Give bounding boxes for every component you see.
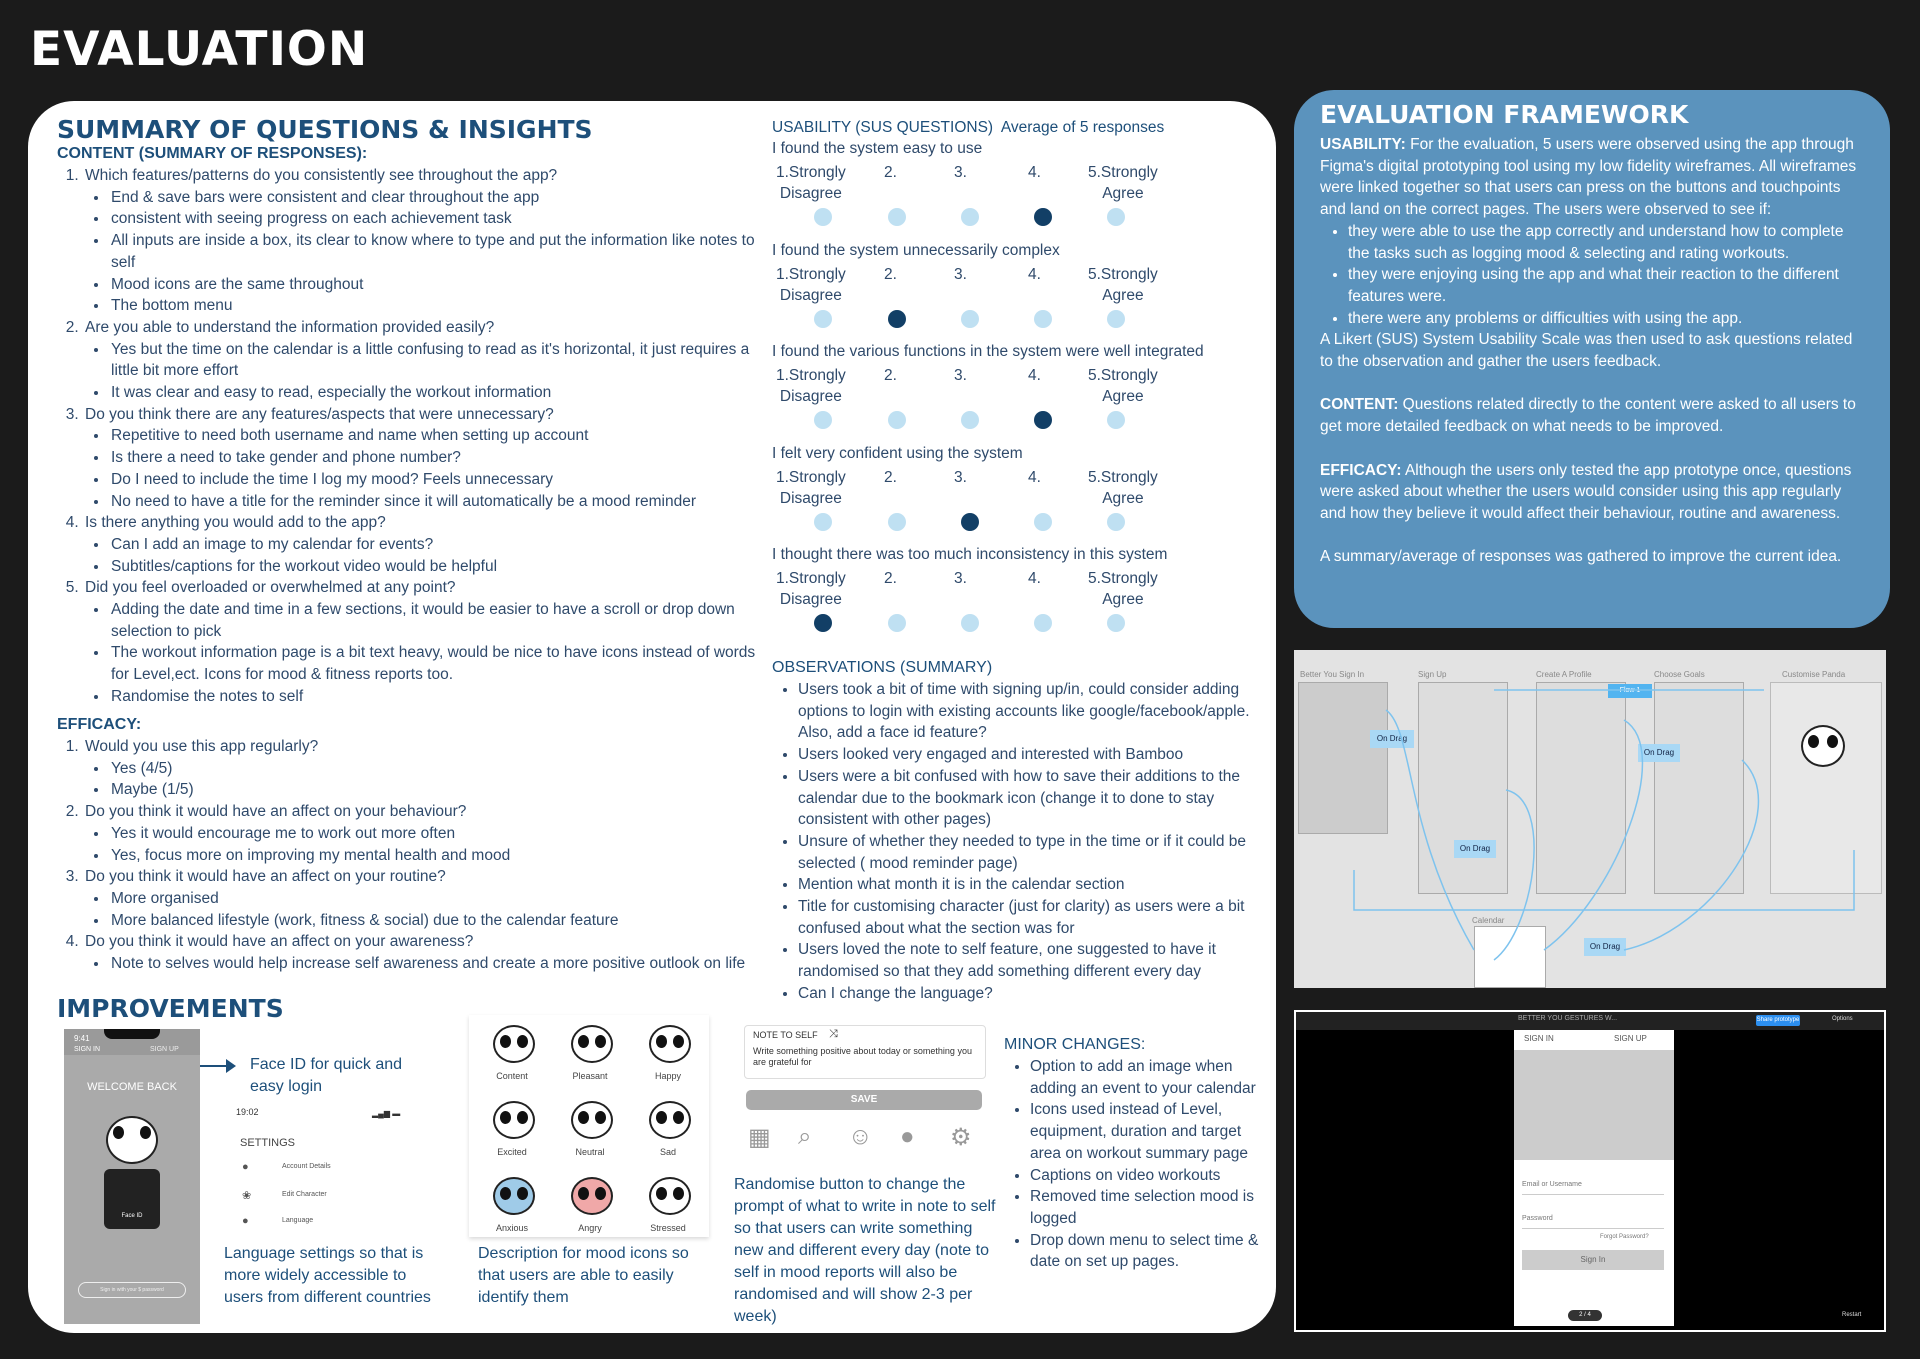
signal-icon: ▂▄▆ ▬	[372, 1109, 401, 1118]
answer-item: • Yes (4/5)	[109, 758, 757, 780]
answer-item: • Subtitles/captions for the workout video would be helpful	[109, 556, 757, 578]
likert-radio[interactable]	[961, 614, 979, 632]
question-text: Would you use this app regularly?	[85, 738, 319, 755]
mood-stressed-icon[interactable]	[635, 1171, 701, 1231]
mood-label: Anxious	[495, 1223, 529, 1233]
likert-radio[interactable]	[888, 513, 906, 531]
likert-radio[interactable]	[961, 411, 979, 429]
usability-subtitle: Average of 5 responses	[1000, 119, 1165, 136]
flow-connectors	[1294, 650, 1886, 988]
efficacy-label: EFFICACY:	[57, 716, 142, 733]
likert-radio[interactable]	[1107, 614, 1125, 632]
frame-label-goals: Choose Goals	[1654, 670, 1705, 679]
observations-title: OBSERVATIONS (SUMMARY)	[772, 659, 993, 676]
observation-item: • Title for customising character (just for clarity) as users were a bit confused about what the section was for	[798, 896, 1283, 939]
answer-item: • End & save bars were consistent and clear throughout the app	[109, 187, 757, 209]
scale-label: 4.	[1028, 164, 1041, 181]
mood-label: Stressed	[650, 1223, 686, 1233]
likert-radio[interactable]	[1034, 208, 1052, 226]
minor-change-item: • Icons used instead of Level, equipment, duration and target area on workout summary page	[1030, 1099, 1270, 1164]
sus-questions	[772, 140, 1272, 660]
answer-item: • The bottom menu	[109, 295, 757, 317]
scale-label: 2.	[884, 265, 897, 283]
answer-item: • Adding the date and time in a few sections, it would be easier to have a scroll or drop down selection to pick	[109, 599, 757, 642]
phone-time: 9:41	[74, 1034, 90, 1043]
scale-label: 4.	[1028, 468, 1041, 486]
likert-radio[interactable]	[961, 310, 979, 328]
likert-radio[interactable]	[1034, 513, 1052, 531]
note-prompt[interactable]: Write something positive about today or something you are grateful for	[753, 1046, 972, 1067]
answer-item: • Randomise the notes to self	[109, 686, 757, 708]
likert-radio[interactable]	[814, 614, 832, 632]
answer-item: • No need to have a title for the reminder since it will automatically be a mood reminder	[109, 491, 757, 513]
question-text: Did you feel overloaded or overwhelmed at any point?	[85, 579, 456, 597]
question-item	[83, 577, 757, 707]
sus-question-text: I found the various functions in the system were well integrated	[772, 343, 1204, 360]
answer-item: • Note to selves would help increase self awareness and create a more positive outlook on life	[109, 953, 757, 975]
paw-icon: ❀	[242, 1190, 252, 1202]
calendar-icon[interactable]: ▦	[748, 1124, 771, 1151]
observation-item: • Users took a bit of time with signing up/in, could consider adding options to login with existing accounts like google/facebook/apple. Also, add a face id feature?	[798, 679, 1283, 744]
fw-efficacy-text: Although the users only tested the app prototype once, questions were asked about whether the users would consider using this app regularly and how they believe it would affect their behaviour, routine and awareness.	[1320, 461, 1852, 522]
scale-label: 5.Strongly Agree	[1088, 367, 1158, 405]
mood-label: Sad	[659, 1147, 676, 1157]
page-title: EVALUATION	[30, 22, 369, 77]
content-list	[57, 165, 757, 708]
likert-radio[interactable]	[1034, 310, 1052, 328]
efficacy-list	[57, 736, 757, 975]
usability-title: USABILITY (SUS QUESTIONS)	[772, 119, 994, 136]
scale-label: 5.Strongly Agree	[1088, 468, 1158, 507]
observation-item: • Users were a bit confused with how to save their additions to the calendar due to the bookmark icon (change it to done to stay consistent with other pages)	[798, 766, 1283, 831]
likert-radio[interactable]	[961, 513, 979, 531]
likert-radio[interactable]	[961, 208, 979, 226]
figma-tab-signin[interactable]: SIGN IN	[1524, 1034, 1554, 1043]
scale-label: 1.Strongly Disagree	[776, 570, 846, 608]
sus-question	[772, 242, 1252, 332]
likert-radio[interactable]	[888, 614, 906, 632]
minor-change-item: • Removed time selection mood is logged	[1030, 1186, 1270, 1229]
figma-forgot-link[interactable]: Forgot Password?	[1600, 1234, 1649, 1240]
observation-item: • Unsure of whether they needed to type in the time or if it could be selected ( mood reminder page)	[798, 831, 1283, 874]
scale-label: 5.Strongly Agree	[1088, 265, 1158, 304]
chat-icon: ●	[242, 1215, 249, 1227]
mood-label: Pleasant	[572, 1071, 608, 1081]
question-item	[83, 736, 757, 801]
sus-question-text: I found the system easy to use	[772, 140, 983, 157]
answer-item: • Mood icons are the same throughout	[109, 274, 757, 296]
likert-radio[interactable]	[1107, 208, 1125, 226]
mood-label: Content	[496, 1071, 528, 1081]
mood-anxious-icon[interactable]	[479, 1171, 545, 1231]
randomise-caption: Randomise button to change the prompt of what to write in note to self so that users can write something new and different every day (note to self in mood reports will also be randomised and will show 2-3 per week)	[734, 1176, 996, 1325]
question-item	[83, 512, 757, 577]
arrow-head-icon	[226, 1059, 236, 1073]
faceid-phone-mockup	[64, 1029, 200, 1324]
framework-body	[1320, 134, 1864, 568]
sus-question	[772, 445, 1252, 535]
scale-label: 5.Strongly Agree	[1088, 570, 1158, 608]
answer-item: • The workout information page is a bit text heavy, would be nice to have icons instead of words for Level,ect. Icons for mood & fitness reports too.	[109, 642, 757, 685]
scale-label: 1.Strongly Disagree	[776, 164, 846, 202]
question-item	[83, 404, 757, 513]
framework-card	[1294, 90, 1890, 628]
answer-item: • All inputs are inside a box, its clear to know where to type and put the information like notes to self	[109, 230, 757, 273]
search-icon[interactable]: ⌕	[798, 1123, 812, 1150]
likert-radio[interactable]	[888, 411, 906, 429]
answer-item: • Repetitive to need both username and name when setting up account	[109, 425, 757, 447]
scale-label: 2.	[884, 164, 897, 181]
scale-label: 3.	[954, 468, 967, 486]
figma-file-title: BETTER YOU GESTURES W...	[1518, 1015, 1618, 1022]
framework-bullet: • there were any problems or difficulties with using the app.	[1348, 308, 1864, 330]
answer-item: • Do I need to include the time I log my mood? Feels unnecessary	[109, 469, 757, 491]
settings-item-character[interactable]: Edit Character	[282, 1191, 327, 1198]
mood-label: Excited	[497, 1147, 527, 1157]
answer-item: • Is there a need to take gender and phone number?	[109, 447, 757, 469]
mood-sad-icon[interactable]	[635, 1095, 701, 1155]
answer-item: • Yes, focus more on improving my mental health and mood	[109, 845, 757, 867]
question-item	[83, 801, 757, 866]
bottom-menu	[740, 1123, 990, 1151]
scale-label: 1.Strongly Disagree	[776, 468, 846, 507]
figma-toolbar	[1296, 1012, 1884, 1030]
question-item	[83, 165, 757, 317]
on-drag-label-3: On Drag	[1638, 744, 1680, 762]
frame-label-signin: Better You Sign In	[1300, 670, 1365, 679]
language-caption: Language settings so that is more widely accessible to users from different countries	[224, 1245, 431, 1306]
question-item	[83, 866, 757, 931]
likert-radio[interactable]	[1034, 411, 1052, 429]
scale-label: 2.	[884, 468, 897, 486]
observation-item: • Users loved the note to self feature, one suggested to have it randomised so that they add something different every day	[798, 939, 1283, 982]
profile-icon[interactable]: ●	[900, 1123, 915, 1150]
likert-radio[interactable]	[814, 208, 832, 226]
prototype-flow-screenshot	[1294, 650, 1886, 988]
sus-question	[772, 343, 1252, 433]
likert-radio[interactable]	[814, 513, 832, 531]
minor-change-item: • Drop down menu to select time & date on set up pages.	[1030, 1230, 1270, 1273]
fw-efficacy-label: EFFICACY:	[1320, 461, 1402, 479]
figma-tab-signup[interactable]: SIGN UP	[1614, 1034, 1647, 1043]
minor-title: MINOR CHANGES:	[1004, 1036, 1146, 1053]
efficacy-questions	[57, 736, 757, 975]
content-label: CONTENT (SUMMARY OF RESPONSES):	[57, 145, 368, 162]
summary-card	[28, 101, 1276, 1333]
framework-title: EVALUATION FRAMEWORK	[1320, 100, 1689, 129]
mood-label: Neutral	[575, 1147, 605, 1157]
scale-label: 2.	[884, 367, 897, 384]
scale-label: 2.	[884, 570, 897, 587]
scale-label: 4.	[1028, 367, 1041, 384]
question-text: Do you think it would have an affect on your routine?	[85, 868, 446, 886]
answer-item: • Maybe (1/5)	[109, 779, 757, 801]
content-questions	[57, 165, 757, 708]
scale-label: 3.	[954, 265, 967, 283]
frame-label-customise: Customise Panda	[1782, 670, 1846, 679]
faceid-label: Face ID	[121, 1213, 143, 1219]
mood-icons-grid	[469, 1015, 709, 1237]
answer-item: • Yes it would encourage me to work out more often	[109, 823, 757, 845]
figma-password-input[interactable]: Password	[1522, 1210, 1664, 1229]
settings-item-account[interactable]: Account Details	[282, 1163, 331, 1170]
answer-item: • consistent with seeing progress on each achievement task	[109, 208, 757, 230]
improvements-title: IMPROVEMENTS	[57, 994, 284, 1023]
gear-icon[interactable]: ⚙	[950, 1124, 972, 1151]
phone-welcome: WELCOME BACK	[87, 1081, 177, 1093]
phone-tab-signup[interactable]: SIGN UP	[150, 1046, 179, 1053]
note-label: NOTE TO SELF	[753, 1030, 818, 1040]
frame-label-signup: Sign Up	[1418, 670, 1447, 679]
sus-question	[772, 140, 1252, 230]
fw-summary-text: A summary/average of responses was gathered to improve the current idea.	[1320, 548, 1842, 566]
scale-label: 3.	[954, 570, 967, 587]
observations-list	[772, 679, 1283, 1005]
settings-title: SETTINGS	[240, 1137, 296, 1149]
likert-radio[interactable]	[1107, 411, 1125, 429]
fw-usability-label: USABILITY:	[1320, 136, 1406, 153]
mood-happy-icon[interactable]	[635, 1019, 701, 1079]
likert-radio[interactable]	[1107, 310, 1125, 328]
mood-label: Happy	[654, 1071, 681, 1081]
figma-signin-button[interactable]: Sign In	[1522, 1250, 1664, 1270]
mood-content-icon[interactable]	[479, 1019, 545, 1079]
scale-label: 5.Strongly Agree	[1088, 164, 1158, 202]
question-text: Do you think it would have an affect on your behaviour?	[85, 803, 467, 821]
share-prototype-button[interactable]: Share prototype	[1756, 1015, 1800, 1026]
mood-angry-icon[interactable]	[557, 1171, 623, 1231]
likert-radio[interactable]	[888, 208, 906, 226]
on-drag-label-1: On Drag	[1370, 730, 1414, 748]
sus-question	[772, 546, 1252, 636]
likert-radio[interactable]	[1107, 513, 1125, 531]
on-drag-label-4: On Drag	[1584, 938, 1626, 956]
settings-item-language[interactable]: Language	[282, 1217, 314, 1224]
observation-item: • Users looked very engaged and interested with Bamboo	[798, 744, 1283, 766]
fw-likert-text: A Likert (SUS) System Usability Scale was then used to ask questions related to the observation and gather the users feedback.	[1320, 331, 1853, 371]
usability-heading	[772, 119, 1164, 137]
mood-label: Angry	[578, 1223, 602, 1233]
faceid-icon	[104, 1169, 160, 1229]
flow-badge[interactable]: Flow 1	[1608, 684, 1652, 698]
answer-item: • More organised	[109, 888, 757, 910]
answer-item: • Yes but the time on the calendar is a little confusing to read as it's horizontal, it just requires a little bit more effort	[109, 339, 757, 382]
mood-neutral-icon[interactable]	[557, 1095, 623, 1155]
likert-radio[interactable]	[888, 310, 906, 328]
shuffle-icon[interactable]: ⤨	[829, 1028, 838, 1040]
answer-item: • It was clear and easy to read, especially the workout information	[109, 382, 757, 404]
frame-label-profile: Create A Profile	[1536, 670, 1592, 679]
mood-pleasant-icon[interactable]	[557, 1019, 623, 1079]
answer-item: • Can I add an image to my calendar for events?	[109, 534, 757, 556]
phone-tab-signin[interactable]: SIGN IN	[74, 1046, 101, 1053]
on-drag-label-2: On Drag	[1454, 840, 1496, 858]
person-icon: ●	[242, 1161, 249, 1173]
sus-question-text: I found the system unnecessarily complex	[772, 241, 1060, 259]
figma-pager[interactable]: 2 / 4	[1568, 1310, 1602, 1321]
sus-question-text: I felt very confident using the system	[772, 444, 1023, 462]
note-to-self-card	[744, 1025, 986, 1079]
scale-label: 1.Strongly Disagree	[776, 265, 846, 304]
minor-changes-list	[1004, 1056, 1270, 1273]
settings-mockup	[236, 1107, 406, 1237]
scale-label: 3.	[954, 367, 967, 384]
figma-restart[interactable]: Restart	[1842, 1312, 1862, 1318]
options-menu[interactable]: Options	[1832, 1016, 1853, 1022]
minor-change-item: • Captions on video workouts	[1030, 1165, 1270, 1187]
faceid-caption: Face ID for quick and easy login	[250, 1056, 403, 1095]
observation-item: • Mention what month it is in the calendar section	[798, 874, 1283, 896]
phone-signin-button[interactable]: Sign in with your $ password	[78, 1282, 186, 1298]
question-text: Are you able to understand the information provided easily?	[85, 318, 495, 336]
scale-label: 4.	[1028, 265, 1041, 283]
scale-label: 4.	[1028, 570, 1041, 587]
image-placeholder-icon	[1514, 1050, 1674, 1160]
fw-content-label: CONTENT:	[1320, 396, 1399, 414]
likert-radio[interactable]	[1034, 614, 1052, 632]
observation-item: • Can I change the language?	[798, 983, 1283, 1005]
framework-bullet: • they were able to use the app correctly and understand how to complete the tasks such as logging mood & selecting and rating workouts.	[1348, 221, 1864, 264]
question-item	[83, 317, 757, 404]
minor-change-item: • Option to add an image when adding an event to your calendar	[1030, 1056, 1270, 1099]
summary-title: SUMMARY OF QUESTIONS & INSIGHTS	[57, 115, 593, 144]
fw-usability-text: For the evaluation, 5 users were observed using the app through Figma's digital prototyping tool using my low fidelity wireframes. All wireframes were linked together so that users can press on the buttons and touchpoints and land on the correct pages. The users were observed to see if:	[1320, 136, 1857, 219]
question-item	[83, 931, 757, 974]
mood-caption: Description for mood icons so that users are able to easily identify them	[478, 1245, 689, 1306]
figma-email-input[interactable]: Email or Username	[1522, 1176, 1664, 1195]
question-text: Do you think there are any features/aspects that were unnecessary?	[85, 405, 554, 423]
fw-content-text: Questions related directly to the content were asked to all users to get more detailed feedback on what needs to be improved.	[1320, 396, 1856, 436]
likert-radio[interactable]	[814, 411, 832, 429]
scale-label: 1.Strongly Disagree	[776, 367, 846, 405]
save-button[interactable]: SAVE	[746, 1090, 982, 1110]
panda-icon	[102, 1114, 162, 1168]
scale-label: 3.	[954, 164, 967, 181]
sus-question-text: I thought there was too much inconsistency in this system	[772, 546, 1168, 563]
question-text: Do you think it would have an affect on your awareness?	[85, 933, 474, 951]
frame-label-calendar: Calendar	[1472, 916, 1505, 925]
fw-bullets	[1320, 221, 1864, 330]
settings-time: 19:02	[236, 1107, 259, 1117]
mood-icon[interactable]: ☺	[848, 1123, 873, 1150]
question-text: Is there anything you would add to the app?	[85, 514, 386, 532]
mood-excited-icon[interactable]	[479, 1095, 545, 1155]
question-text: Which features/patterns do you consistently see throughout the app?	[85, 167, 558, 184]
answer-item: • More balanced lifestyle (work, fitness & social) due to the calendar feature	[109, 910, 757, 932]
likert-radio[interactable]	[814, 310, 832, 328]
figma-prototype-screenshot	[1294, 1010, 1886, 1332]
framework-bullet: • they were enjoying using the app and what their reaction to the different features were.	[1348, 264, 1864, 307]
figma-phone-frame	[1514, 1030, 1674, 1326]
